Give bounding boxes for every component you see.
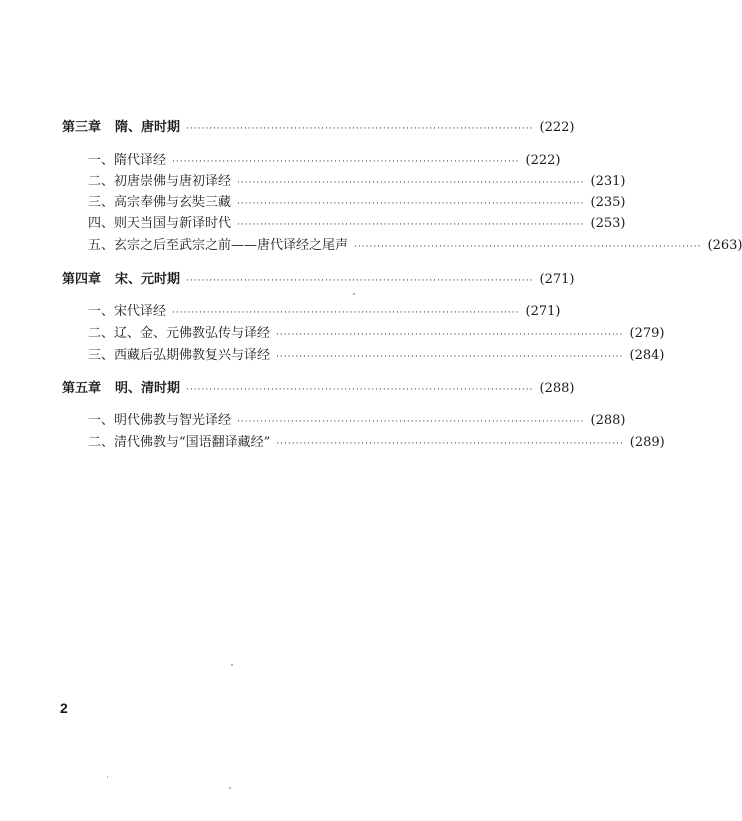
dot-leader: ··························································································	[276, 330, 624, 340]
entry-title: 三、西藏后弘期佛教复兴与译经	[88, 348, 271, 363]
toc-entry	[88, 409, 626, 429]
scan-speck	[353, 293, 355, 295]
entry-title: 一、宋代译经	[88, 304, 167, 319]
entry-title: 五、玄宗之后至武宗之前——唐代译经之尾声	[88, 238, 349, 253]
dot-leader: ··························································································	[276, 439, 624, 449]
scan-speck	[229, 787, 231, 789]
chapter-page: (271)	[539, 272, 575, 287]
chapter-label: 第三章	[62, 120, 102, 135]
dot-leader: ··························································································	[186, 385, 534, 395]
entry-page: (222)	[525, 153, 561, 168]
page-number: 2	[60, 700, 68, 716]
chapter-label: 第五章	[62, 381, 102, 396]
toc-entry	[88, 234, 742, 254]
chapter-title: 宋、元时期	[115, 272, 181, 287]
dot-leader: ··························································································	[237, 220, 585, 230]
dot-leader: ··························································································	[172, 157, 520, 167]
entry-page: (263)	[707, 238, 742, 253]
dot-leader: ··························································································	[172, 308, 520, 318]
chapter-title: 明、清时期	[115, 381, 181, 396]
entry-title: 二、初唐崇佛与唐初译经	[88, 174, 232, 189]
entry-page: (231)	[590, 174, 626, 189]
dot-leader: ··························································································	[237, 199, 585, 209]
entry-page: (271)	[525, 304, 561, 319]
entry-title: 四、则天当国与新译时代	[88, 216, 232, 231]
chapter-title: 隋、唐时期	[115, 120, 181, 135]
dot-leader: ··························································································	[237, 178, 585, 188]
toc-chapter-5	[62, 377, 575, 397]
dot-leader: ··························································································	[237, 417, 585, 427]
scan-speck	[107, 776, 108, 778]
entry-title: 二、清代佛教与“国语翻译藏经”	[88, 435, 271, 450]
toc-chapter-3	[62, 116, 575, 136]
entry-page: (279)	[629, 326, 665, 341]
dot-leader: ··························································································	[276, 352, 624, 362]
toc-entry	[88, 149, 561, 169]
entry-title: 三、高宗奉佛与玄奘三藏	[88, 195, 232, 210]
dot-leader: ··························································································	[354, 242, 702, 252]
entry-page: (235)	[590, 195, 626, 210]
entry-title: 一、隋代译经	[88, 153, 167, 168]
toc-entry	[88, 170, 626, 190]
scan-speck	[231, 664, 233, 666]
toc-entry	[88, 322, 665, 342]
chapter-page: (222)	[539, 120, 575, 135]
entry-page: (288)	[590, 413, 626, 428]
chapter-page: (288)	[539, 381, 575, 396]
entry-page: (284)	[629, 348, 665, 363]
toc-entry	[88, 300, 561, 320]
toc-entry	[88, 191, 626, 211]
toc-entry	[88, 344, 665, 364]
entry-title: 一、明代佛教与智光译经	[88, 413, 232, 428]
entry-page: (289)	[629, 435, 665, 450]
toc-entry	[88, 431, 665, 451]
entry-page: (253)	[590, 216, 626, 231]
dot-leader: ··························································································	[186, 124, 534, 134]
toc-chapter-4	[62, 268, 575, 288]
toc-entry	[88, 212, 626, 232]
chapter-label: 第四章	[62, 272, 102, 287]
entry-title: 二、辽、金、元佛教弘传与译经	[88, 326, 271, 341]
dot-leader: ··························································································	[186, 276, 534, 286]
